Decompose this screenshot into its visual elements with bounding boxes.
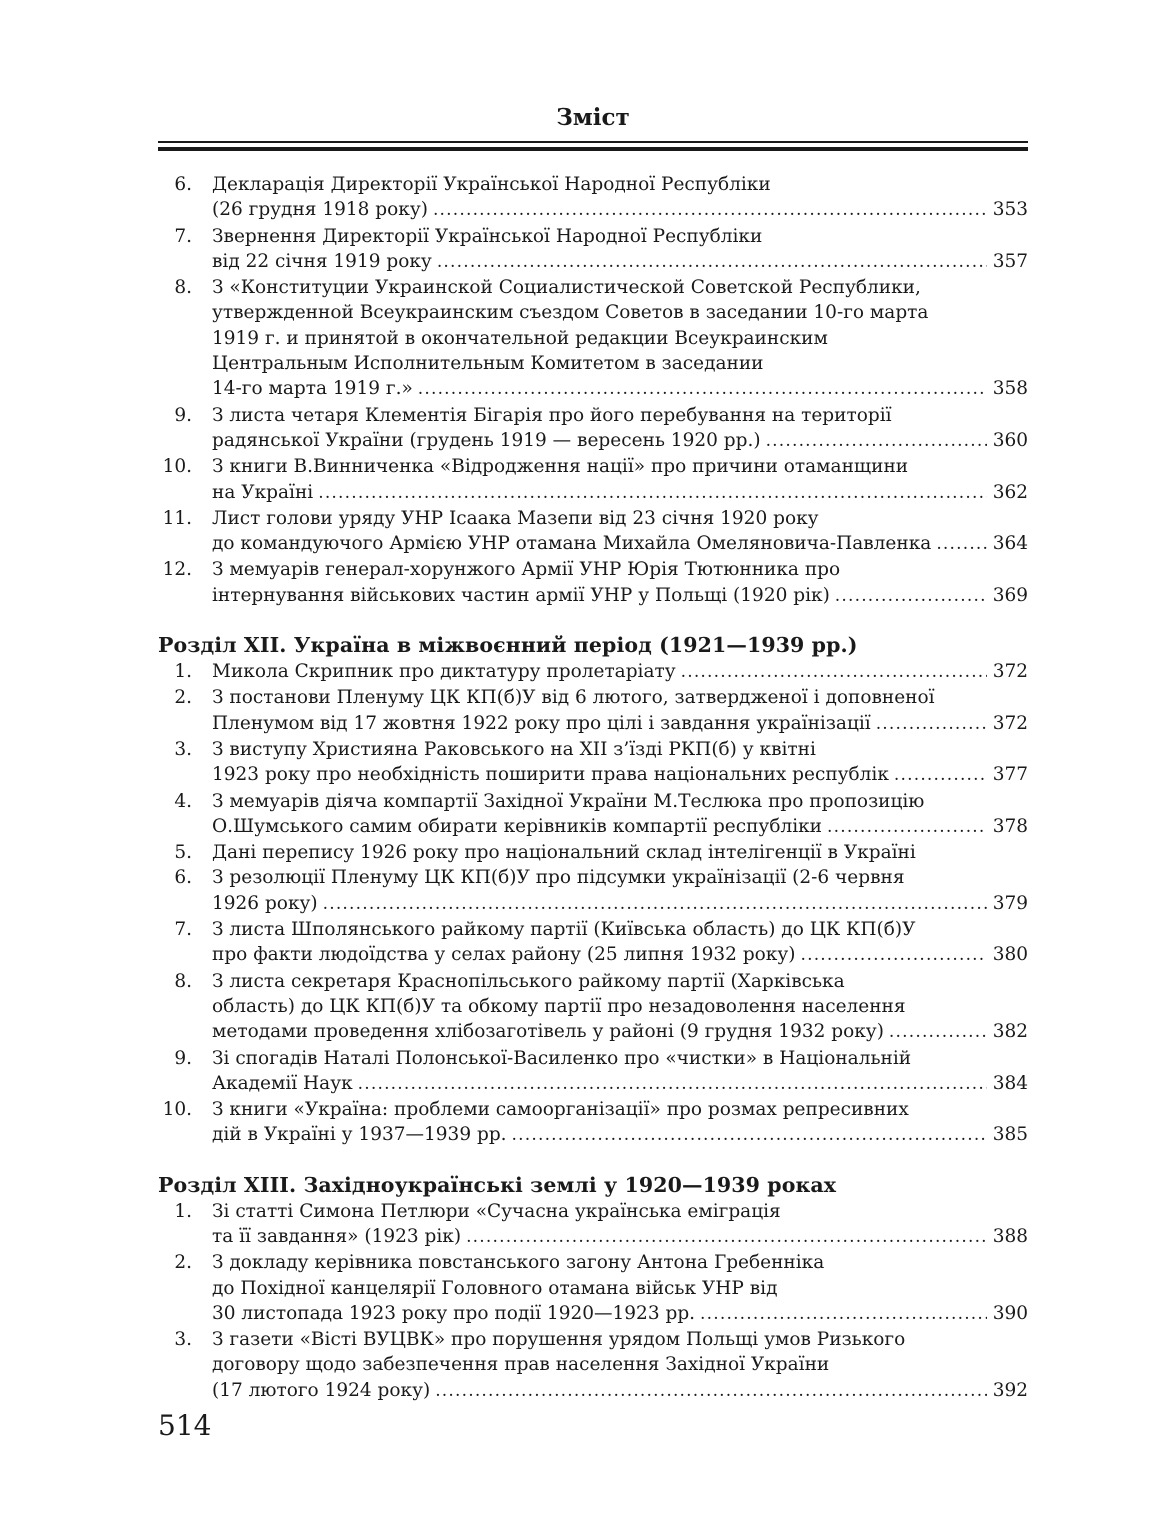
- toc-entry-text: Зі спогадів Наталі Полонської-Василенко про «чистки» в Національній: [212, 1047, 912, 1069]
- toc-entry-last-line: [212, 197, 1028, 223]
- toc-entry-text: 1919 г. и принятой в окончательной редакции Всеукраинским: [212, 327, 828, 349]
- toc-entry-text: від 22 січня 1919 року: [212, 250, 432, 272]
- toc-entry: [158, 685, 1028, 737]
- toc-entry-last-line: [212, 711, 1028, 737]
- dot-leader: [358, 1072, 987, 1097]
- toc-entry-text: З листа секретаря Краснопільського райкому партії (Харківська: [212, 970, 845, 992]
- page-number: 514: [158, 1409, 212, 1442]
- toc-entry-text: Академії Наук: [212, 1072, 353, 1094]
- toc-entry-text: Звернення Директорії Української Народної Республіки: [212, 225, 763, 247]
- toc-entry-last-line: [212, 531, 1028, 557]
- toc-entry-number: 6.: [174, 867, 192, 889]
- toc-entry-last-line: [212, 814, 1028, 840]
- toc-entry-number: 9.: [174, 1047, 192, 1069]
- toc-entry-text: методами проведення хлібозаготівель у районі (9 грудня 1932 року): [212, 1021, 884, 1043]
- toc-entry-body: [212, 506, 1028, 558]
- toc-entry-last-line: [212, 1224, 1028, 1250]
- toc-entry-text: утвержденной Всеукраинским съездом Советов в заседании 10-го марта: [212, 302, 929, 324]
- toc-entry-body: [212, 403, 1028, 455]
- toc-entry-page: 384: [992, 1072, 1028, 1094]
- dot-leader: [876, 712, 987, 737]
- toc-entry-text: З постанови Пленуму ЦК КП(б)У від 6 лютого, затвердженої і доповненої: [212, 687, 935, 709]
- toc-entry-text: область) до ЦК КП(б)У та обкому партії про незадоволення населення: [212, 995, 906, 1017]
- toc-entry-page: 362: [992, 481, 1028, 503]
- dot-leader: [827, 815, 987, 840]
- toc-entry: [158, 557, 1028, 609]
- dot-leader: [435, 1379, 987, 1404]
- toc-entry-body: [212, 789, 1028, 841]
- toc-entry-number: 9.: [174, 404, 192, 426]
- toc-entry-last-line: [212, 659, 1028, 685]
- toc-entry-body: [212, 865, 1028, 917]
- page-title: Зміст: [556, 104, 630, 131]
- toc-entry-body: [212, 1046, 1028, 1098]
- toc-entry: [158, 172, 1028, 224]
- toc-entry: [158, 454, 1028, 506]
- toc-entry-text: З «Конституции Украинской Социалистической Советской Республики,: [212, 277, 921, 299]
- toc-entry: [158, 275, 1028, 402]
- toc-entry-text: Зі статті Симона Петлюри «Сучасна українська еміграція: [212, 1200, 781, 1222]
- dot-leader: [318, 481, 987, 506]
- toc-entry-number: 6.: [174, 174, 192, 195]
- toc-entry-text: дій в Україні у 1937—1939 рр.: [212, 1124, 507, 1146]
- dot-leader: [323, 892, 987, 917]
- toc-entry-text: радянської України (грудень 1919 — вересень 1920 рр.): [212, 429, 761, 451]
- toc-entry-last-line: [212, 480, 1028, 506]
- toc-entry-body: [212, 1250, 1028, 1327]
- toc-entry-last-line: [212, 428, 1028, 454]
- toc-entry-page: 358: [992, 378, 1028, 400]
- dot-leader: [894, 763, 987, 788]
- section-heading-13: Розділ XIII. Західноукраїнські землі у 1920—1939 роках: [158, 1172, 837, 1197]
- toc-entry-text: до Похідної канцелярії Головного отамана військ УНР від: [212, 1277, 778, 1299]
- toc-entry-number: 1.: [174, 661, 192, 683]
- toc-entry-body: [212, 737, 1028, 789]
- toc-entry-last-line: [212, 1301, 1028, 1327]
- toc-entry-number: 2.: [174, 1252, 192, 1274]
- toc-entry-body: [212, 659, 1028, 685]
- toc-entry-number: 10.: [162, 456, 192, 478]
- toc-entry-text: Лист голови уряду УНР Ісаака Мазепи від 23 січня 1920 року: [212, 507, 819, 529]
- toc-entry-page: 379: [992, 892, 1028, 914]
- toc-entry-page: 377: [992, 764, 1028, 786]
- dot-leader: [889, 1020, 987, 1045]
- toc-entry-text: З виступу Християна Раковського на XII з’їзді РКП(б) у квітні: [212, 738, 816, 760]
- header-rule-thick: [158, 147, 1028, 151]
- toc-entry-body: [212, 1097, 1028, 1149]
- dot-leader: [466, 1225, 987, 1250]
- toc-entry: [158, 1046, 1028, 1098]
- dot-leader: [512, 1123, 987, 1148]
- toc-entry: [158, 917, 1028, 969]
- dot-leader: [800, 943, 987, 968]
- toc-entry-page: 388: [992, 1225, 1028, 1247]
- toc-entry-number: 10.: [162, 1099, 192, 1121]
- dot-leader: [700, 1302, 987, 1327]
- toc-entry-text: Микола Скрипник про диктатуру пролетаріату: [212, 661, 676, 683]
- toc-entry-last-line: [212, 249, 1028, 275]
- toc-entry-body: [212, 224, 1028, 276]
- toc-entry-text: про факти людоїдства у селах району (25 липня 1932 року): [212, 944, 796, 966]
- toc-entry-text: Декларація Директорії Української Народної Республіки: [212, 174, 771, 195]
- toc-entry-text: Пленумом від 17 жовтня 1922 року про цілі і завдання українізації: [212, 712, 871, 734]
- toc-entry-page: 372: [992, 661, 1028, 683]
- toc-entry-text: Центральным Исполнительным Комитетом в заседании: [212, 353, 764, 375]
- toc-entry-last-line: [212, 1071, 1028, 1097]
- toc-group-section-12: [158, 659, 1028, 1149]
- toc-entry-last-line: [212, 376, 1028, 402]
- toc-entry-number: 3.: [174, 1329, 192, 1351]
- toc-entry-text: та її завдання» (1923 рік): [212, 1225, 462, 1247]
- toc-entry-page: 357: [992, 250, 1028, 272]
- toc-entry: [158, 865, 1028, 917]
- toc-entry-page: 353: [992, 199, 1028, 221]
- toc-entry: [158, 789, 1028, 841]
- toc-entry-text: З листа четаря Клементія Бігарія про його перебування на території: [212, 404, 892, 426]
- toc-entry-text: на Україні: [212, 481, 314, 503]
- toc-group-continued: [158, 172, 1028, 609]
- toc-group-section-13: [158, 1199, 1028, 1404]
- toc-entry-page: 360: [992, 429, 1028, 451]
- toc-entry-page: 369: [992, 584, 1028, 606]
- toc-entry-page: 390: [992, 1302, 1028, 1324]
- toc-entry-body: [212, 840, 1028, 865]
- toc-entry-last-line: [212, 891, 1028, 917]
- toc-entry-last-line: [212, 1019, 1028, 1045]
- dot-leader: [835, 584, 987, 609]
- toc-entry-page: 392: [992, 1379, 1028, 1401]
- toc-entry-text: З газети «Вісті ВУЦВК» про порушення урядом Польщі умов Ризького: [212, 1329, 906, 1351]
- toc-entry-body: [212, 557, 1028, 609]
- toc-entry-last-line: [212, 1122, 1028, 1148]
- toc-entry: [158, 1327, 1028, 1404]
- toc-entry-text: 30 листопада 1923 року про події 1920—1923 рр.: [212, 1302, 696, 1324]
- header-rule-thin: [158, 141, 1028, 143]
- toc-entry-text: З книги «Україна: проблеми самоорганізації» про розмах репресивних: [212, 1099, 909, 1121]
- toc-entry-number: 3.: [174, 738, 192, 760]
- toc-entry-text: О.Шумського самим обирати керівників компартії республіки: [212, 815, 823, 837]
- toc-entry-text: 14-го марта 1919 г.»: [212, 378, 413, 400]
- toc-entry-page: 372: [992, 712, 1028, 734]
- toc-entry-number: 4.: [174, 790, 192, 812]
- dot-leader: [681, 660, 987, 685]
- toc-entry-body: [212, 969, 1028, 1046]
- toc-entry: [158, 224, 1028, 276]
- toc-entry-last-line: [212, 583, 1028, 609]
- toc-entry: [158, 403, 1028, 455]
- section-heading-12: Розділ XII. Україна в міжвоєнний період (1921—1939 рр.): [158, 633, 858, 658]
- toc-entry-body: [212, 172, 1028, 224]
- toc-entry-body: [212, 685, 1028, 737]
- toc-entry-body: [212, 454, 1028, 506]
- dot-leader: [433, 198, 987, 223]
- toc-entry-text: З книги В.Винниченка «Відродження нації» про причини отаманщини: [212, 456, 909, 478]
- dot-leader: [936, 532, 987, 557]
- toc-entry-text: 1926 року): [212, 892, 318, 914]
- toc-entry: [158, 737, 1028, 789]
- toc-entry-page: 385: [992, 1124, 1028, 1146]
- toc-entry: [158, 1199, 1028, 1251]
- dot-leader: [437, 250, 987, 275]
- toc-entry: [158, 1250, 1028, 1327]
- toc-entry-number: 12.: [162, 559, 192, 581]
- toc-entry-number: 2.: [174, 687, 192, 709]
- toc-entry-text: (17 лютого 1924 року): [212, 1379, 431, 1401]
- dot-leader: [766, 429, 987, 454]
- toc-entry-text: до командуючого Армією УНР отамана Михайла Омеляновича-Павленка: [212, 533, 932, 555]
- toc-entry-text: (26 грудня 1918 року): [212, 199, 428, 221]
- toc-entry-number: 7.: [174, 225, 192, 247]
- toc-entry-last-line: [212, 1378, 1028, 1404]
- toc-entry-body: [212, 1327, 1028, 1404]
- toc-entry-page: 378: [992, 815, 1028, 837]
- toc-entry-number: 11.: [162, 507, 192, 529]
- toc-entry: [158, 840, 1028, 865]
- toc-entry-number: 8.: [174, 970, 192, 992]
- toc-entry-page: 380: [992, 944, 1028, 966]
- toc-entry-number: 8.: [174, 277, 192, 299]
- toc-entry: [158, 506, 1028, 558]
- toc-entry-text: Дані перепису 1926 року про національний склад інтелігенції в Україні: [212, 842, 916, 864]
- toc-entry-page: 382: [992, 1021, 1028, 1043]
- toc-entry-text: З листа Шполянського райкому партії (Київська область) до ЦК КП(б)У: [212, 919, 916, 941]
- toc-entry-number: 7.: [174, 919, 192, 941]
- dot-leader: [418, 377, 987, 402]
- toc-entry-text: З мемуарів діяча компартії Західної України М.Теслюка про пропозицію: [212, 790, 925, 812]
- toc-entry-last-line: [212, 942, 1028, 968]
- toc-entry: [158, 659, 1028, 685]
- toc-entry-page: 364: [992, 533, 1028, 555]
- toc-entry-text: З мемуарів генерал-хорунжого Армії УНР Юрія Тютюнника про: [212, 559, 841, 581]
- toc-entry-text: З резолюції Пленуму ЦК КП(б)У про підсумки українізації (2-6 червня: [212, 867, 905, 889]
- toc-entry-body: [212, 917, 1028, 969]
- toc-entry-text: договору щодо забезпечення прав населення Західної України: [212, 1354, 830, 1376]
- toc-entry-text: інтернування військових частин армії УНР у Польщі (1920 рік): [212, 584, 830, 606]
- toc-entry-number: 1.: [174, 1200, 192, 1222]
- toc-entry-body: [212, 275, 1028, 402]
- toc-entry-body: [212, 1199, 1028, 1251]
- toc-entry: [158, 1097, 1028, 1149]
- toc-entry: [158, 969, 1028, 1046]
- table-of-contents: [158, 172, 1028, 1404]
- toc-entry-text: З докладу керівника повстанського загону Антона Гребенніка: [212, 1252, 825, 1274]
- toc-entry-number: 5.: [174, 842, 192, 864]
- toc-entry-last-line: [212, 762, 1028, 788]
- toc-entry-text: 1923 року про необхідність поширити права національних республік: [212, 764, 889, 786]
